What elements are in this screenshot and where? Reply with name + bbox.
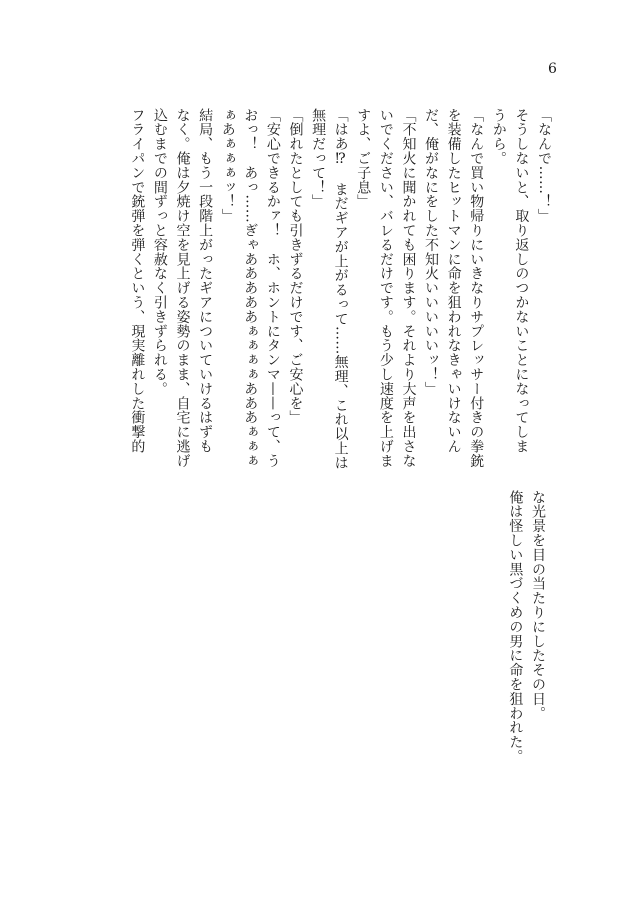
text-line: うから。 (490, 108, 507, 166)
text-line: 「なんで買い物帰りにいきなりサプレッサー付きの拳銃 (468, 108, 485, 468)
text-line: なく。俺は夕焼け空を見上げる姿勢のまま、自宅に逃げ (174, 108, 191, 468)
text-line: 無理だって！」 (310, 108, 327, 209)
text-line: 俺は怪しい黒づくめの男に命を狙われた。 (507, 490, 524, 764)
text-line: 「安心できるかァ！ ホ、ホントにタンマ——って、う (264, 108, 281, 468)
text-line: 「なんで……！」 (536, 108, 552, 224)
text-line: 込むまでの間ずっと容赦なく引きずられる。 (151, 108, 168, 396)
text-line: 「はあ⁉ まだギアが上がるって……無理、これ以上は (332, 108, 349, 470)
lower-text-block (504, 490, 549, 820)
text-line: 結局、もう一段階上がったギアについていけるはずも (197, 108, 214, 454)
text-line: すよ、ご子息」 (355, 108, 372, 209)
text-line: な光景を目の当たりにしたその日。 (530, 490, 546, 721)
text-line: 「倒れたとしても引きずるだけです、ご安心を」 (287, 108, 304, 425)
text-line: フライパンで銃弾を弾くという、現実離れした衝撃的 (129, 108, 146, 454)
upper-text-block (126, 108, 555, 470)
text-line: おっ！ あっ……ぎゃあああああぁぁぁぁあああぁぁぁ (242, 108, 259, 468)
text-line: だ、俺がなにをした不知火いいいいいッ！」 (423, 108, 440, 396)
text-line: いでください、バレるだけです。もう少し速度を上げま (377, 108, 394, 468)
page-number: 6 (548, 61, 557, 77)
text-line: 「不知火に聞かれても困ります。それより大声を出さな (400, 108, 417, 468)
text-line: ぁあぁぁぁッ！」 (219, 108, 236, 224)
text-line: を装備したヒットマンに命を狙われなきゃいけないん (445, 108, 462, 454)
text-line: そうしないと、取り返しのつかないことになってしま (513, 108, 530, 454)
